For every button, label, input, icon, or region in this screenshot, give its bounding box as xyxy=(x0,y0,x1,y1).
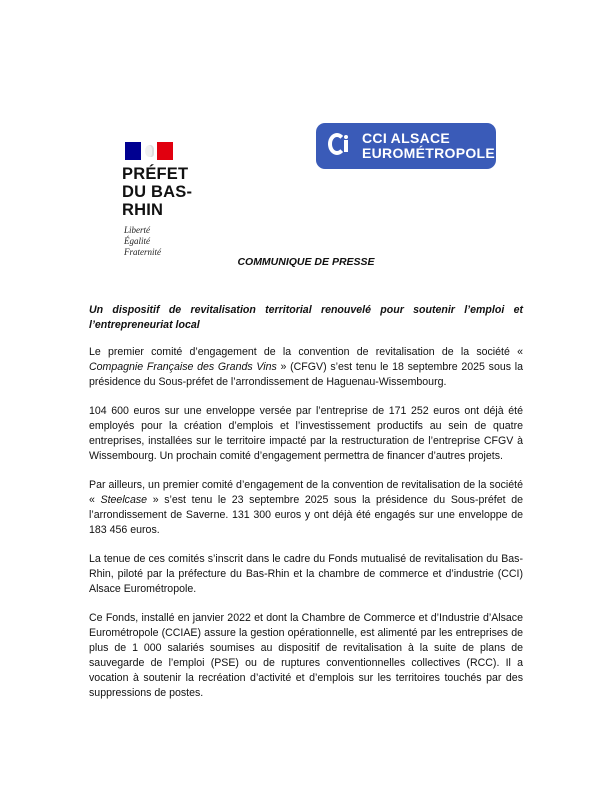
motto-egalite: Égalité xyxy=(124,236,150,246)
prefet-logo xyxy=(122,142,212,258)
p3-text-a: Par ailleurs, un premier comité d’engagement de la convention de revitalisation de la société « xyxy=(89,479,523,506)
p3-text-b: » s’est tenu le 23 septembre 2025 sous la présidence du Sous-préfet de l’arrondissement de Saverne. 131 300 euros y ont déjà été engagés sur une enveloppe de 183 456 euros. xyxy=(89,494,523,536)
prefet-title-line1: PRÉFET xyxy=(122,165,189,183)
paragraph-steelcase xyxy=(89,478,523,538)
press-release-heading: COMMUNIQUE DE PRESSE xyxy=(237,256,375,268)
paragraph-fund-context: La tenue de ces comités s’inscrit dans le cadre du Fonds mutualisé de revitalisation du Bas-Rhin, piloté par la préfecture du Bas-Rhin et la chambre de commerce et d’industrie (CCI) Alsace Eurométropole. xyxy=(89,553,523,595)
paragraph-fund-details: Ce Fonds, installé en janvier 2022 et dont la Chambre de Commerce et d’Industrie d’Alsace Eurométropole (CCIAE) assure la gestion opérationnelle, est alimenté par les entreprises de plus de 1 000 salariés soumises au dispositif de revitalisation à la suite de plans de sauvegarde de l’emploi (PSE) ou de ruptures conventionnelles collectives (RCC). Il a vocation à soutenir la recréation d’activité et d’emplois sur les territoires touchés par des suppressions de postes. xyxy=(89,612,523,699)
motto-fraternite: Fraternité xyxy=(124,247,161,257)
prefet-title xyxy=(122,165,212,219)
document-subtitle: Un dispositif de revitalisation territorial renouvelé pour soutenir l’emploi et l’entrepreneuriat local xyxy=(89,304,523,331)
marianne-flag-icon xyxy=(125,142,173,160)
cci-logo xyxy=(316,123,496,169)
motto-liberte: Liberté xyxy=(124,225,150,235)
document-body xyxy=(89,303,523,715)
cci-line2: EUROMÉTROPOLE xyxy=(362,145,496,161)
cci-emblem-icon xyxy=(328,133,354,159)
p3-company: Steelcase xyxy=(100,494,148,506)
prefet-title-line2: DU BAS-RHIN xyxy=(122,183,193,219)
p1-company: Compagnie Française des Grands Vins xyxy=(89,361,277,373)
p1-text-a: Le premier comité d’engagement de la convention de revitalisation de la société « xyxy=(89,346,523,358)
paragraph-funding: 104 600 euros sur une enveloppe versée par l’entreprise de 171 252 euros ont déjà été employés pour la création d’emplois et l’investissement productifs au sein de quatre entreprises, installées sur le territoire impacté par la restructuration de l’entreprise CFGV à Wissembourg. Un prochain comité d’engagement permettra de financer d’autres projets. xyxy=(89,405,523,462)
cci-line1: CCI ALSACE xyxy=(362,130,451,146)
cci-logo-text xyxy=(362,131,495,161)
republic-motto xyxy=(124,225,212,258)
paragraph-cfgv xyxy=(89,345,523,390)
p1-text-b: » (CFGV) s’est tenu le 18 septembre 2025 sous la présidence du Sous-préfet de l’arrondissement de Haguenau-Wissembourg. xyxy=(89,361,523,388)
